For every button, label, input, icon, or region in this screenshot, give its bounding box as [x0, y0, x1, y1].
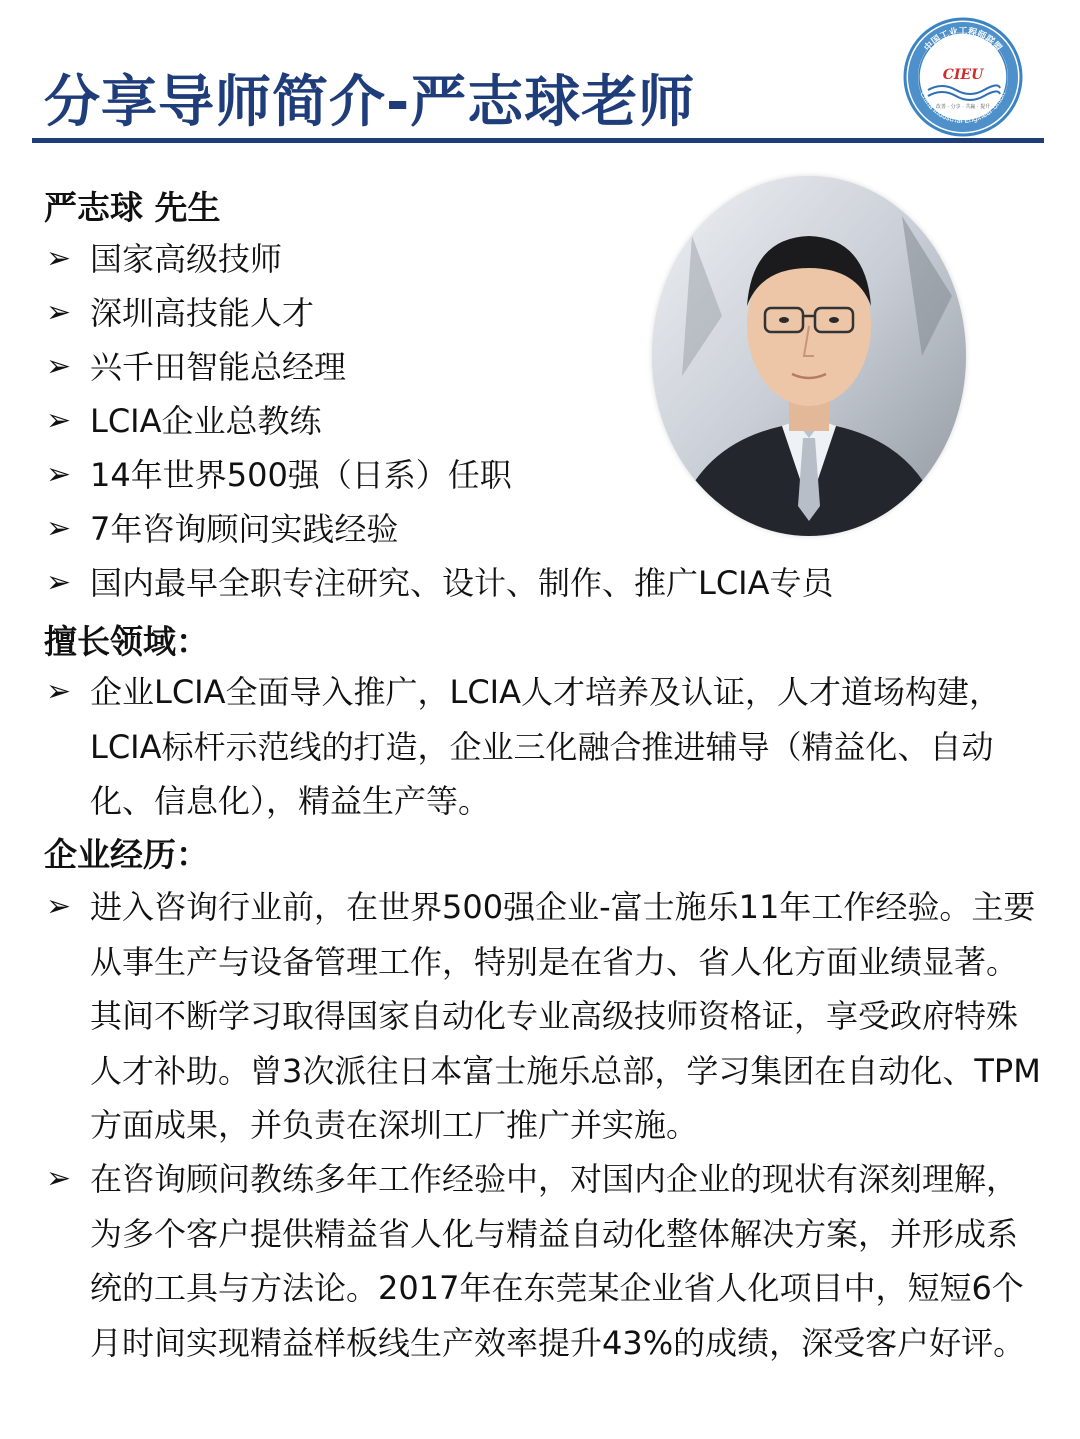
expertise-item: ➢ 企业LCIA全面导入推广，LCIA人才培养及认证，人才道场构建，LCIA标杆示范线的打造，企业三化融合推进辅导（精益化、自动化、信息化），精益生产等。	[44, 665, 1044, 829]
bullet-arrow-icon: ➢	[46, 295, 72, 330]
list-item: ➢ 7年咨询顾问实践经验	[44, 506, 834, 560]
page-title: 分享导师简介-严志球老师	[44, 70, 696, 135]
list-item: ➢ LCIA企业总教练	[44, 398, 834, 452]
bullet-arrow-icon: ➢	[46, 511, 72, 546]
experience-item: ➢ 在咨询顾问教练多年工作经验中，对国内企业的现状有深刻理解，为多个客户提供精益省人化与精益自动化整体解决方案，并形成系统的工具与方法论。2017年在东莞某企业省人化项目中，短短6个月时间实现精益样板线生产效率提升43%的成绩，深受客户好评。	[44, 1152, 1044, 1370]
bullet-arrow-icon: ➢	[46, 889, 72, 924]
list-item: ➢ 国家高级技师	[44, 236, 834, 290]
bullet-arrow-icon: ➢	[46, 349, 72, 384]
bullet-arrow-icon: ➢	[46, 674, 72, 709]
bullet-arrow-icon: ➢	[46, 1161, 72, 1196]
mentor-name: 严志球 先生	[44, 188, 221, 227]
list-item: ➢ 国内最早全职专注研究、设计、制作、推广LCIA专员	[44, 560, 834, 614]
logo-tagline: 改善 · 分享 · 共赢 · 提升	[935, 104, 991, 110]
bullet-arrow-icon: ➢	[46, 565, 72, 600]
expertise-heading: 擅长领域：	[44, 622, 209, 661]
logo-name-cn: 中国工业工程师联盟	[922, 26, 1004, 54]
list-item: ➢ 兴千田智能总经理	[44, 344, 834, 398]
logo-abbr: CIEU	[942, 67, 984, 83]
bullet-arrow-icon: ➢	[46, 241, 72, 276]
experience-heading: 企业经历：	[44, 835, 209, 874]
list-item: ➢ 14年世界500强（日系）任职	[44, 452, 834, 506]
bullet-arrow-icon: ➢	[46, 457, 72, 492]
bullet-arrow-icon: ➢	[46, 403, 72, 438]
cieu-logo	[902, 16, 1024, 138]
experience-item: ➢ 进入咨询行业前，在世界500强企业-富士施乐11年工作经验。主要从事生产与设备管理工作，特别是在省力、省人化方面业绩显著。其间不断学习取得国家自动化专业高级技师资格证，享受政府特殊人才补助。曾3次派往日本富士施乐总部，学习集团在自动化、TPM方面成果，并负责在深圳工厂推广并实施。	[44, 880, 1044, 1153]
mentor-portrait	[652, 176, 966, 536]
title-underline	[32, 138, 1044, 143]
list-item: ➢ 深圳高技能人才	[44, 290, 834, 344]
logo-name-en: China Industrial Engineer Union	[918, 90, 1008, 126]
